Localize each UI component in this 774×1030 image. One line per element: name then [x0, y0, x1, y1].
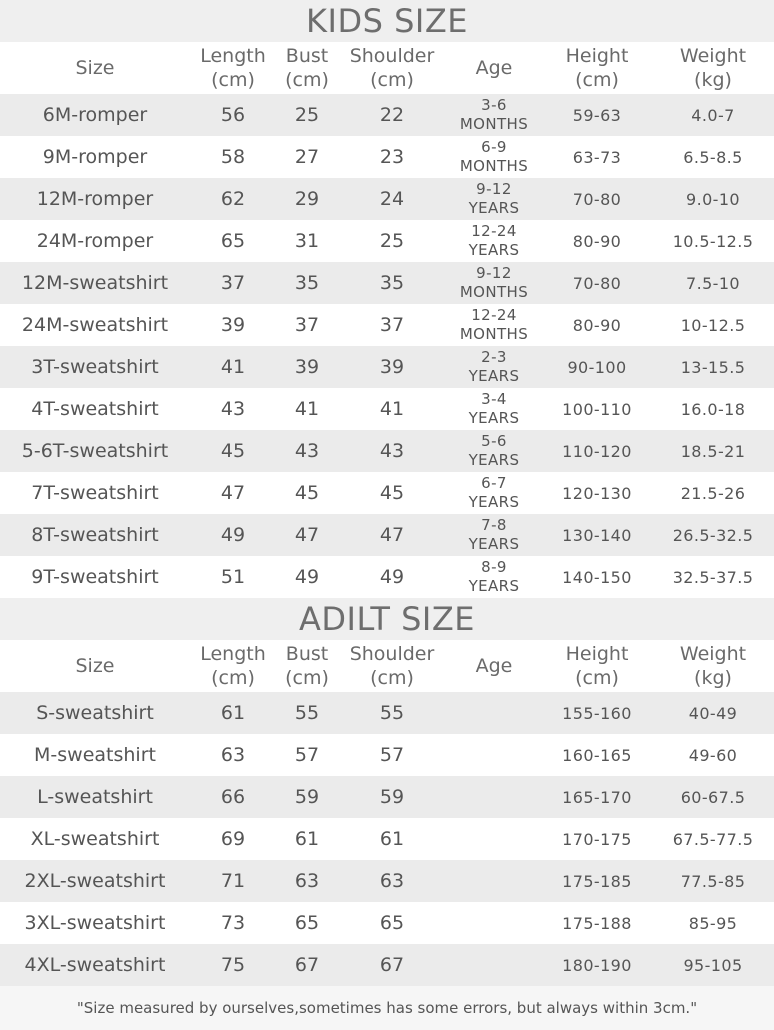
size-cell: 24M-romper	[36, 230, 154, 252]
age-cell	[446, 264, 542, 302]
bust-cell: 63	[294, 870, 320, 892]
age-unit: YEARS	[468, 451, 520, 469]
age-range: 3-4	[481, 390, 507, 408]
shoulder-cell: 67	[379, 954, 405, 976]
age-cell	[446, 348, 542, 386]
shoulder-cell: 35	[379, 272, 405, 294]
size-cell: 9M-romper	[42, 146, 148, 168]
length-cell: 56	[220, 104, 246, 126]
table-row	[0, 430, 774, 472]
header-length: Length (cm)	[200, 45, 266, 91]
height-cell: 63-73	[572, 147, 622, 167]
header-length: Length (cm)	[200, 643, 266, 689]
table-row	[0, 944, 774, 986]
age-unit: YEARS	[468, 409, 520, 427]
age-range: 2-3	[481, 348, 507, 366]
table-row	[0, 262, 774, 304]
age-range: 9-12	[476, 264, 512, 282]
height-cell: 70-80	[572, 273, 622, 293]
length-cell: 39	[220, 314, 246, 336]
bust-cell: 37	[294, 314, 320, 336]
weight-cell: 85-95	[688, 913, 738, 933]
age-range: 8-9	[481, 558, 507, 576]
age-range: 7-8	[481, 516, 507, 534]
shoulder-cell: 25	[379, 230, 405, 252]
age-unit: MONTHS	[459, 283, 529, 301]
height-cell: 175-188	[562, 913, 632, 933]
kids-table-body	[0, 94, 774, 598]
weight-cell: 7.5-10	[686, 273, 740, 293]
shoulder-cell: 49	[379, 566, 405, 588]
age-unit: MONTHS	[459, 115, 529, 133]
size-cell: 4XL-sweatshirt	[24, 954, 166, 976]
weight-cell: 10-12.5	[680, 315, 746, 335]
bust-cell: 43	[294, 440, 320, 462]
size-cell: 3T-sweatshirt	[31, 356, 159, 378]
weight-cell: 10.5-12.5	[672, 231, 754, 251]
bust-cell: 47	[294, 524, 320, 546]
age-unit: YEARS	[468, 241, 520, 259]
length-cell: 61	[220, 702, 246, 724]
bust-cell: 39	[294, 356, 320, 378]
weight-cell: 49-60	[688, 745, 738, 765]
size-cell: 7T-sweatshirt	[31, 482, 159, 504]
weight-cell: 21.5-26	[680, 483, 746, 503]
table-row	[0, 220, 774, 262]
shoulder-cell: 22	[379, 104, 405, 126]
bust-cell: 65	[294, 912, 320, 934]
length-cell: 45	[220, 440, 246, 462]
table-row	[0, 94, 774, 136]
shoulder-cell: 24	[379, 188, 405, 210]
age-range: 6-7	[481, 474, 507, 492]
age-unit: MONTHS	[459, 157, 529, 175]
height-cell: 170-175	[562, 829, 632, 849]
table-row	[0, 304, 774, 346]
header-age: Age	[475, 57, 513, 79]
age-unit: YEARS	[468, 577, 520, 595]
age-unit: MONTHS	[459, 325, 529, 343]
weight-cell: 32.5-37.5	[672, 567, 754, 587]
table-row	[0, 346, 774, 388]
bust-cell: 55	[294, 702, 320, 724]
age-unit: YEARS	[468, 367, 520, 385]
weight-cell: 26.5-32.5	[672, 525, 754, 545]
length-cell: 51	[220, 566, 246, 588]
table-row	[0, 514, 774, 556]
length-cell: 43	[220, 398, 246, 420]
shoulder-cell: 57	[379, 744, 405, 766]
weight-cell: 4.0-7	[691, 105, 735, 125]
weight-cell: 18.5-21	[680, 441, 746, 461]
age-range: 9-12	[476, 180, 512, 198]
shoulder-cell: 55	[379, 702, 405, 724]
age-range: 12-24	[471, 222, 517, 240]
adult-table-body	[0, 692, 774, 986]
size-cell: 2XL-sweatshirt	[24, 870, 166, 892]
bust-cell: 31	[294, 230, 320, 252]
bust-cell: 57	[294, 744, 320, 766]
height-cell: 165-170	[562, 787, 632, 807]
length-cell: 63	[220, 744, 246, 766]
size-cell: L-sweatshirt	[37, 786, 153, 808]
bust-cell: 49	[294, 566, 320, 588]
bust-cell: 61	[294, 828, 320, 850]
age-cell	[446, 138, 542, 176]
bust-cell: 41	[294, 398, 320, 420]
length-cell: 49	[220, 524, 246, 546]
size-cell: XL-sweatshirt	[30, 828, 160, 850]
length-cell: 62	[220, 188, 246, 210]
age-unit: YEARS	[468, 199, 520, 217]
length-cell: 73	[220, 912, 246, 934]
bust-cell: 25	[294, 104, 320, 126]
header-shoulder: Shoulder (cm)	[349, 45, 435, 91]
size-cell: 12M-sweatshirt	[21, 272, 169, 294]
table-row	[0, 818, 774, 860]
length-cell: 37	[220, 272, 246, 294]
height-cell: 80-90	[572, 231, 622, 251]
length-cell: 71	[220, 870, 246, 892]
header-bust: Bust (cm)	[285, 45, 329, 91]
shoulder-cell: 59	[379, 786, 405, 808]
height-cell: 120-130	[562, 483, 632, 503]
table-row	[0, 776, 774, 818]
length-cell: 75	[220, 954, 246, 976]
age-range: 5-6	[481, 432, 507, 450]
length-cell: 65	[220, 230, 246, 252]
size-cell: 9T-sweatshirt	[31, 566, 159, 588]
table-row	[0, 388, 774, 430]
size-cell: 5-6T-sweatshirt	[21, 440, 169, 462]
height-cell: 130-140	[562, 525, 632, 545]
weight-cell: 67.5-77.5	[672, 829, 754, 849]
shoulder-cell: 41	[379, 398, 405, 420]
height-cell: 90-100	[567, 357, 627, 377]
height-cell: 175-185	[562, 871, 632, 891]
weight-cell: 95-105	[683, 955, 743, 975]
age-cell	[446, 96, 542, 134]
age-cell	[446, 516, 542, 554]
height-cell: 180-190	[562, 955, 632, 975]
bust-cell: 45	[294, 482, 320, 504]
header-bust: Bust (cm)	[285, 643, 329, 689]
age-cell	[446, 390, 542, 428]
table-row	[0, 178, 774, 220]
weight-cell: 60-67.5	[680, 787, 746, 807]
shoulder-cell: 45	[379, 482, 405, 504]
kids-header-row	[0, 42, 774, 94]
age-cell	[446, 432, 542, 470]
age-unit: YEARS	[468, 493, 520, 511]
length-cell: 69	[220, 828, 246, 850]
shoulder-cell: 61	[379, 828, 405, 850]
size-cell: 4T-sweatshirt	[31, 398, 159, 420]
bust-cell: 67	[294, 954, 320, 976]
header-height: Height (cm)	[565, 643, 629, 689]
height-cell: 80-90	[572, 315, 622, 335]
size-cell: S-sweatshirt	[36, 702, 154, 724]
header-weight: Weight (kg)	[679, 643, 747, 689]
size-cell: 3XL-sweatshirt	[24, 912, 166, 934]
height-cell: 155-160	[562, 703, 632, 723]
table-row	[0, 902, 774, 944]
size-cell: M-sweatshirt	[34, 744, 156, 766]
shoulder-cell: 43	[379, 440, 405, 462]
shoulder-cell: 23	[379, 146, 405, 168]
shoulder-cell: 39	[379, 356, 405, 378]
age-range: 12-24	[471, 306, 517, 324]
age-cell	[446, 474, 542, 512]
height-cell: 160-165	[562, 745, 632, 765]
table-row	[0, 734, 774, 776]
height-cell: 59-63	[572, 105, 622, 125]
bust-cell: 27	[294, 146, 320, 168]
bust-cell: 35	[294, 272, 320, 294]
height-cell: 70-80	[572, 189, 622, 209]
size-cell: 24M-sweatshirt	[21, 314, 169, 336]
adult-header-row	[0, 640, 774, 692]
header-age: Age	[475, 655, 513, 677]
adult-size-title: ADILT SIZE	[0, 598, 774, 640]
shoulder-cell: 47	[379, 524, 405, 546]
age-unit: YEARS	[468, 535, 520, 553]
height-cell: 140-150	[562, 567, 632, 587]
weight-cell: 16.0-18	[680, 399, 746, 419]
length-cell: 58	[220, 146, 246, 168]
header-shoulder: Shoulder (cm)	[349, 643, 435, 689]
shoulder-cell: 65	[379, 912, 405, 934]
kids-size-title: KIDS SIZE	[0, 0, 774, 42]
header-height: Height (cm)	[565, 45, 629, 91]
table-row	[0, 136, 774, 178]
length-cell: 66	[220, 786, 246, 808]
header-size: Size	[75, 655, 115, 677]
table-row	[0, 860, 774, 902]
weight-cell: 13-15.5	[680, 357, 746, 377]
bust-cell: 29	[294, 188, 320, 210]
length-cell: 41	[220, 356, 246, 378]
table-row	[0, 472, 774, 514]
age-range: 3-6	[481, 96, 507, 114]
size-disclaimer: "Size measured by ourselves,sometimes has some errors, but always within 3cm."	[0, 986, 774, 1030]
shoulder-cell: 37	[379, 314, 405, 336]
weight-cell: 6.5-8.5	[683, 147, 743, 167]
size-cell: 12M-romper	[36, 188, 154, 210]
age-cell	[446, 222, 542, 260]
bust-cell: 59	[294, 786, 320, 808]
age-cell	[446, 558, 542, 596]
height-cell: 110-120	[562, 441, 632, 461]
table-row	[0, 556, 774, 598]
size-cell: 6M-romper	[42, 104, 148, 126]
age-cell	[446, 180, 542, 218]
table-row	[0, 692, 774, 734]
height-cell: 100-110	[562, 399, 632, 419]
header-weight: Weight (kg)	[679, 45, 747, 91]
weight-cell: 9.0-10	[686, 189, 740, 209]
header-size: Size	[75, 57, 115, 79]
age-range: 6-9	[481, 138, 507, 156]
age-cell	[446, 306, 542, 344]
shoulder-cell: 63	[379, 870, 405, 892]
weight-cell: 77.5-85	[680, 871, 746, 891]
length-cell: 47	[220, 482, 246, 504]
size-cell: 8T-sweatshirt	[31, 524, 159, 546]
weight-cell: 40-49	[688, 703, 738, 723]
